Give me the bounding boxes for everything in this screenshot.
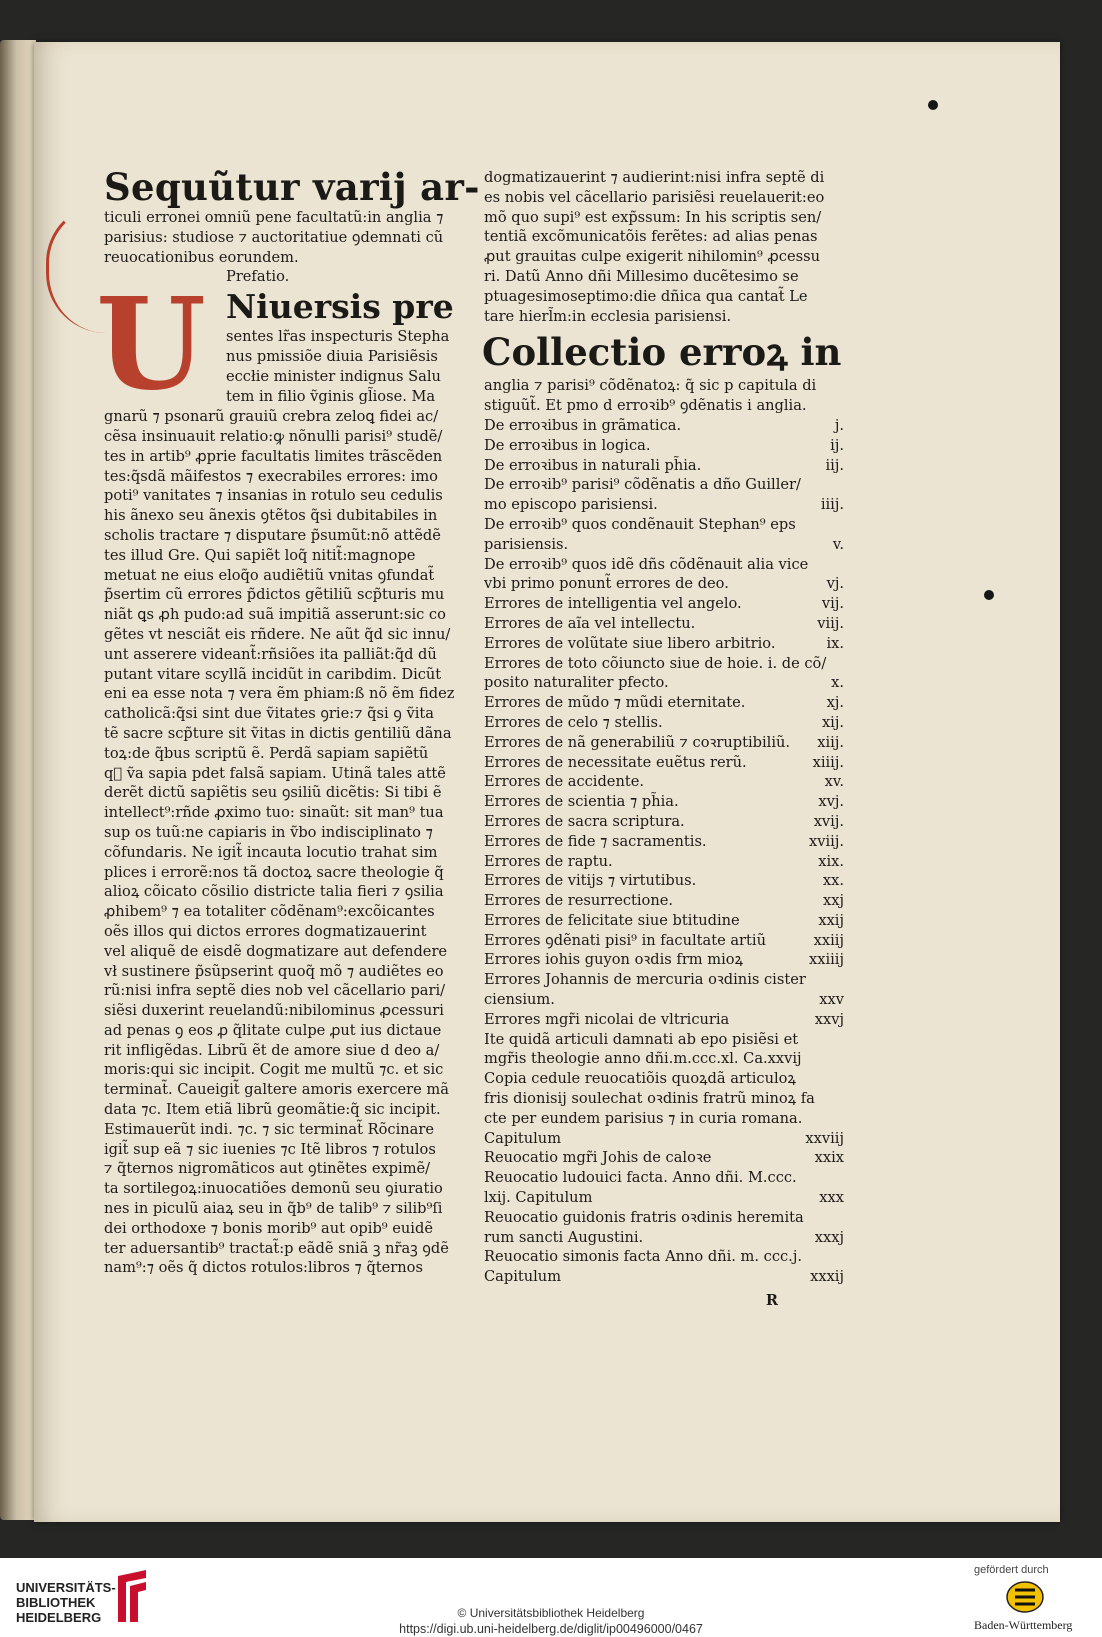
text-line: nam⁹:⁊ oẽs q̃ dictos rotulos:libros ⁊ q̃ternos [104,1259,423,1277]
text-line: mõ quo supi⁹ est exp̃ssum: In his scriptis sen/ [484,208,822,226]
toc-entry-title: Errores de raptu. [484,852,613,870]
toc-entry-number: xix. [818,852,844,870]
toc-entry-title: De erroꝛibus in grãmatica. [484,416,682,434]
toc-entry [484,852,844,872]
toc-entry-number: x. [831,674,844,692]
table-of-contents [484,416,844,1287]
text-line: cẽsa insinuauit relatio:ꝙ nõnulli parisi⁹ studẽ/ [104,427,443,445]
toc-entry-title: Errores de nã generabiliũ ⁊ coꝛruptibiliũ. [484,733,791,751]
text-line: nus pmissiõe diuia Parisiẽsis [226,348,438,366]
toc-entry [484,614,844,634]
toc-entry [484,1129,844,1149]
text-line: vel aliquẽ de eisdẽ dogmatizare aut defendere [104,942,448,960]
toc-entry [484,772,844,792]
text-line: gẽtes vt nesciãt eis rñdere. Ne aũt q̃d sic innu/ [104,625,451,643]
toc-entry-number: xxxij [810,1268,844,1286]
toc-entry-title: posito naturaliter pfecto. [484,674,669,692]
text-line: Estimauerũt indi. ⁊c. ⁊ sic terminat̃ Rõcinare [104,1120,434,1138]
toc-entry [484,950,844,970]
toc-entry-title: Errores de intelligentia vel angelo. [484,595,742,613]
viewer-footer [0,1558,1102,1637]
toc-entry [484,1109,844,1129]
text-line: ri. Datũ Anno dñi Millesimo ducẽtesimo se [484,267,799,285]
toc-entry-number: viij. [817,614,844,632]
text-line: dogmatizauerint ⁊ audierint:nisi infra septẽ di [484,169,825,186]
text-line: siẽsi duxerint reuelandũ:nibilominus ꝓcessuri [104,1002,444,1020]
text-line: nes in piculũ aiaꝝ seu in q̃b⁹ de talib⁹ ⁊ silib⁹ſi [104,1200,443,1218]
text-line: data ⁊c. Item etiã librũ geomãtie:q̃ sic incipit. [104,1101,441,1119]
text-line: moris:qui sic incipit. Cogit me multũ ⁊c. et sic [104,1061,444,1079]
opening-word: Niuersis pre [226,287,454,327]
toc-entry-number: xxij [818,911,844,929]
text-line: alioꝝ cõicato cõsilio districte talia fieri ⁊ ꝯsilia [104,883,444,901]
toc-entry-number: xxiij [813,931,844,949]
collectio-heading: Collectio erroꝝ in [482,330,842,375]
toc-entry-title: De erroꝛib⁹ quos idẽ dñs cõdẽnauit alia vice [484,555,809,573]
left-column-heading: Sequũtur varij ar- [104,165,480,209]
library-name-line: BIBLIOTHEK [16,1595,96,1610]
text-line: tare hierl̃m:in ecclesia parisiensi. [484,307,732,325]
text-line: stiguũt̃. Et pmo d erroꝛib⁹ ꝯdẽnatis i anglia. [484,397,807,415]
toc-entry [484,495,844,515]
toc-entry-title: Errores de aĩa vel intellectu. [484,614,696,632]
text-line: niãt ꝗs ꝓh pudo:ad suã impitiã asserunt:sic co [104,606,446,624]
toc-entry [484,1208,844,1228]
text-line: sentes lr̃as inspecturis Stepha [226,328,450,346]
toc-entry [484,911,844,931]
text-line: sup os tuũ:ne capiaris in ṽbo indisciplinato ⁊ [104,823,433,841]
toc-entry-title: Capitulum [484,1129,562,1147]
text-line: rũ:nisi infra septẽ dies nob vel cãcellario pari/ [104,982,446,1000]
toc-entry-number: xxxj [814,1228,844,1246]
toc-entry-title: mo episcopo parisiensi. [484,496,658,514]
toc-entry [484,812,844,832]
text-line: ⁊ q̃ternos nigromãticos aut ꝯtinẽtes expimẽ/ [104,1160,431,1178]
toc-entry-number: xj. [826,694,844,712]
text-line: intellect⁹:rñde ꝓximo tuo: sinaũt: sit man⁹ tua [104,804,444,822]
toc-entry-title: Errores mgr̃i nicolai de vltricuria [484,1010,730,1028]
toc-entry-title: De erroꝛib⁹ parisi⁹ cõdẽnatis a dño Guiller/ [484,476,801,494]
toc-entry-title: Errores de toto cõiuncto siue de hoie. i. de cõ/ [484,654,827,672]
toc-entry [484,555,844,575]
toc-entry-number: xiiij. [812,753,844,771]
toc-entry-number: xxviij [805,1129,844,1147]
text-line: catholicã:q̃si sint due ṽitates ꝯrie:⁊ q̃si ꝯ ṽita [104,705,434,723]
text-line: toꝝ:de q̃bus scriptũ ẽ. Perdã sapiam sapiẽtũ [104,744,429,762]
toc-entry [484,654,844,674]
toc-entry-title: Errores iohis guyon oꝛdis frm mioꝝ [484,951,744,969]
red-drop-initial: U [96,270,206,419]
toc-entry-number: xviij. [809,832,844,850]
toc-entry [484,713,844,733]
left-text-column [96,165,480,1308]
text-line: dei orthodoxe ⁊ bonis morib⁹ aut opib⁹ euidẽ [104,1219,433,1237]
left-body-text [104,407,464,1278]
toc-entry [484,891,844,911]
library-name-line: UNIVERSITÄTS- [16,1580,116,1595]
toc-entry-number: xx. [822,872,844,890]
text-line: tẽ sacre scp̃ture sit ṽitas in dictis gentiliũ dãna [104,724,452,742]
toc-entry-number: vj. [826,575,844,593]
toc-entry-title: ciensium. [484,991,555,1009]
toc-entry-title: Reuocatio ludouici facta. Anno dñi. M.ccc. [484,1169,797,1187]
text-line: ta sortilegoꝝ:inuocatiões demonũ seu ꝯiuratio [104,1180,443,1198]
toc-entry-title: Ite quidã articuli damnati ab epo pisiẽsi et [484,1030,799,1048]
toc-entry-number: xvij. [813,812,844,830]
toc-entry [484,753,844,773]
toc-entry-number: xxiiij [809,951,844,969]
text-line: rit infligẽdas. Librũ ẽt de amore siue d deo a/ [104,1041,440,1059]
toc-entry [484,594,844,614]
toc-entry-title: fris dionisij soulechat oꝛdinis fratrũ minoꝝ fa [484,1090,815,1108]
right-top-text [484,168,844,326]
toc-entry [484,792,844,812]
toc-entry-number: xvj. [818,793,844,811]
toc-entry [484,673,844,693]
toc-entry-title: De erroꝛibus in logica. [484,436,651,454]
toc-entry [484,634,844,654]
collectio-intro [484,376,844,416]
text-line: ter aduersantib⁹ tractat̃:p eãdẽ sniã ꝫ nr̃aꝫ ꝯdẽ [104,1239,449,1257]
toc-entry [484,1089,844,1109]
toc-entry-title: Capitulum [484,1268,562,1286]
toc-entry [484,535,844,555]
page-spot-mark [984,590,994,600]
toc-entry [484,515,844,535]
catchword: R [765,1292,778,1310]
toc-entry-number: xij. [821,713,844,731]
toc-entry-title: lxij. Capitulum [484,1189,593,1207]
text-line: ticuli erronei omniũ pene facultatũ:in anglia ⁊ [104,209,444,226]
toc-entry [484,1010,844,1030]
toc-entry-title: Errores de resurrectione. [484,892,674,910]
toc-entry-title: Reuocatio simonis facta Anno dñi. m. ccc.j. [484,1248,802,1266]
toc-entry [484,1188,844,1208]
toc-entry-title: Errores de felicitate siue btitudine [484,911,740,929]
toc-entry-title: Reuocatio mgr̃i Johis de caloꝛe [484,1149,712,1167]
toc-entry-number: ij. [830,436,844,454]
text-line: eccłie minister indignus Salu [226,368,441,386]
text-line: tem in filio ṽginis gl̃iose. Ma [226,388,436,406]
toc-entry [484,832,844,852]
funded-by-label: gefördert durch [974,1564,1049,1576]
toc-entry [484,574,844,594]
toc-entry [484,475,844,495]
toc-entry-title: De erroꝛibus in naturali ph̃ia. [484,456,702,474]
text-line: tentiã excõmunicatõis ferẽtes: ad alias penas [484,228,818,246]
library-name-line: HEIDELBERG [16,1610,102,1625]
text-line: igit̃ sup eã ⁊ sic iuenies ⁊c Itẽ libros ⁊ rotulos [104,1140,436,1158]
prefatio-heading: Prefatio. [226,268,290,286]
toc-entry [484,416,844,436]
state-crest-icon [1005,1580,1045,1614]
toc-entry [484,970,844,990]
toc-entry-number: iiij. [820,496,844,514]
text-line: poti⁹ vanitates ⁊ insanias in rotulo seu cedulis [104,487,443,505]
toc-entry-number: xxj [823,892,844,910]
text-line: scholis tractare ⁊ disputare p̃sumũt:nõ attẽdẽ [104,526,441,544]
toc-entry-title: Errores de celo ⁊ stellis. [484,713,663,731]
toc-entry [484,733,844,753]
text-line: ad penas ꝯ eos ꝓ q̃litate culpe ꝓut ius dictaue [104,1021,442,1039]
copyright-notice: © Universitätsbibliothek Heidelberg [457,1606,645,1620]
toc-entry [484,456,844,476]
toc-entry-title: mgr̃is theologie anno dñi.m.ccc.xl. Ca.xxvij [484,1050,802,1068]
book-spine-edge [0,40,36,1520]
text-line: tes illud Gre. Qui sapiẽt loq̃ nitit̃:magnope [104,546,416,564]
right-text-column [482,168,844,1310]
text-line: vł sustinere p̃sũpserint quoq̃ mõ ⁊ audiẽtes eo [104,962,444,980]
text-line: derẽt dictũ sapiẽtis seu ꝯsiliũ dicẽtis: Si tibi ẽ [104,784,442,802]
toc-entry [484,1030,844,1050]
toc-entry-title: De erroꝛib⁹ quos condẽnauit Stephan⁹ eps [484,515,796,533]
toc-entry-number: xxvj [814,1010,844,1028]
toc-entry-title: Errores de scientia ⁊ ph̃ia. [484,793,679,811]
text-line: eni ea esse nota ⁊ vera ẽm phiam:ß nõ ẽm fidez [104,685,455,703]
toc-entry [484,871,844,891]
toc-entry [484,436,844,456]
toc-entry-title: Errores de volũtate siue libero arbitrio. [484,634,776,652]
toc-entry-title: Errores de necessitate euẽtus rerũ. [484,753,747,771]
text-line: terminat̃. Caueigit̃ galtere amoris exercere mã [104,1081,449,1099]
toc-entry [484,1228,844,1248]
text-line: parisius: studiose ⁊ auctoritatiue ꝯdemnati cũ [104,228,444,246]
toc-entry-number: xv. [824,773,844,791]
text-line: unt asserere videant̃:rñsiões ita palliãt:q̃d dũ [104,645,437,663]
text-line: es nobis vel cãcellario parisiẽsi reuelauerit:eo [484,188,825,206]
text-line: metuat ne eius eloq̃o audiẽtiũ vnitas ꝯfundat̃ [104,566,435,584]
text-line: his ãnexo seu ãnexis ꝯtẽtos q̃si dubitabiles in [104,507,438,525]
text-line: tes in artib⁹ ꝓprie facultatis limites trãscẽden [104,447,443,465]
toc-entry-number: v. [832,535,844,553]
page-spot-mark [928,100,938,110]
toc-entry [484,1148,844,1168]
text-line: ptuagesimoseptimo:die dñica qua cantat̃ Le [484,287,808,305]
text-line: oẽs illos qui dictos errores dogmatizauerint [104,922,427,940]
intro-lines [104,208,464,267]
toc-entry-title: Errores de vitijs ⁊ virtutibus. [484,872,697,890]
toc-entry [484,931,844,951]
toc-entry-title: Errores de accidente. [484,773,644,791]
toc-entry-title: Errores de mũdo ⁊ mũdi eternitate. [484,694,746,712]
toc-entry-number: vij. [821,595,844,613]
toc-entry [484,990,844,1010]
toc-entry-title: parisiensis. [484,535,569,553]
toc-entry [484,1247,844,1267]
text-line: p̃sertim cũ errores p̃dictos gẽtiliũ scp̃turis mu [104,586,445,604]
toc-entry-number: iij. [825,456,844,474]
text-line: putant vitare scyllã incidũt in caribdim. Dicũt [104,665,442,683]
toc-entry-title: cte per eundem parisius ⁊ in curia romana. [484,1109,803,1127]
text-line: ꝓut grauitas culpe exigerit nihilomin⁹ ꝓcessu [484,248,820,266]
toc-entry-title: Reuocatio guidonis fratris oꝛdinis heremita [484,1208,804,1226]
toc-entry-number: xxix [814,1149,844,1167]
toc-entry [484,1267,844,1287]
toc-entry-title: rum sancti Augustini. [484,1228,644,1246]
toc-entry [484,693,844,713]
toc-entry-number: xiij. [817,733,844,751]
text-line: anglia ⁊ parisi⁹ cõdẽnatoꝝ: q̃ sic p capitula di [484,377,817,395]
text-line: plices i errorẽ:nos tã doctoꝝ sacre theologie q̃ [104,863,444,881]
permalink-url[interactable]: https://digi.ub.uni-heidelberg.de/diglit/ip00496000/0467 [399,1622,703,1636]
toc-entry-title: Errores Johannis de mercuria oꝛdinis cister [484,971,806,989]
toc-entry-title: Errores de sacra scriptura. [484,812,685,830]
toc-entry-number: xxv [819,991,844,1009]
text-line: tes:q̃sdã mãifestos ⁊ execrabiles errores: imo [104,467,438,485]
toc-entry-number: j. [834,416,844,434]
toc-entry-title: vbi primo ponunt̃ errores de deo. [484,575,729,593]
toc-entry-number: xxx [819,1189,844,1207]
toc-entry-number: ix. [826,634,844,652]
text-line: cõfundaris. Ne igit̃ incauta locutio trahat sim [104,843,438,861]
toc-entry [484,1049,844,1069]
toc-entry [484,1168,844,1188]
text-line: q᷑ ṽa sapia pdet falsã sapiam. Utinã tales attẽ [104,764,446,782]
toc-entry-title: Errores de fide ⁊ sacramentis. [484,832,707,850]
state-name: Baden-Württemberg [974,1618,1073,1632]
text-line: ꝓhibem⁹ ⁊ ea totaliter cõdẽnam⁹:excõicantes [104,903,435,921]
text-line: gnarũ ⁊ psonarũ grauiũ crebra zeloꝗ fidei ac/ [104,408,439,426]
text-line: reuocationibus eorundem. [104,248,299,266]
toc-entry [484,1069,844,1089]
toc-entry-title: Copia cedule reuocatiõis quoꝝdã articuloꝝ [484,1070,796,1088]
toc-entry-title: Errores ꝯdẽnati pisi⁹ in facultate artiũ [484,931,766,949]
